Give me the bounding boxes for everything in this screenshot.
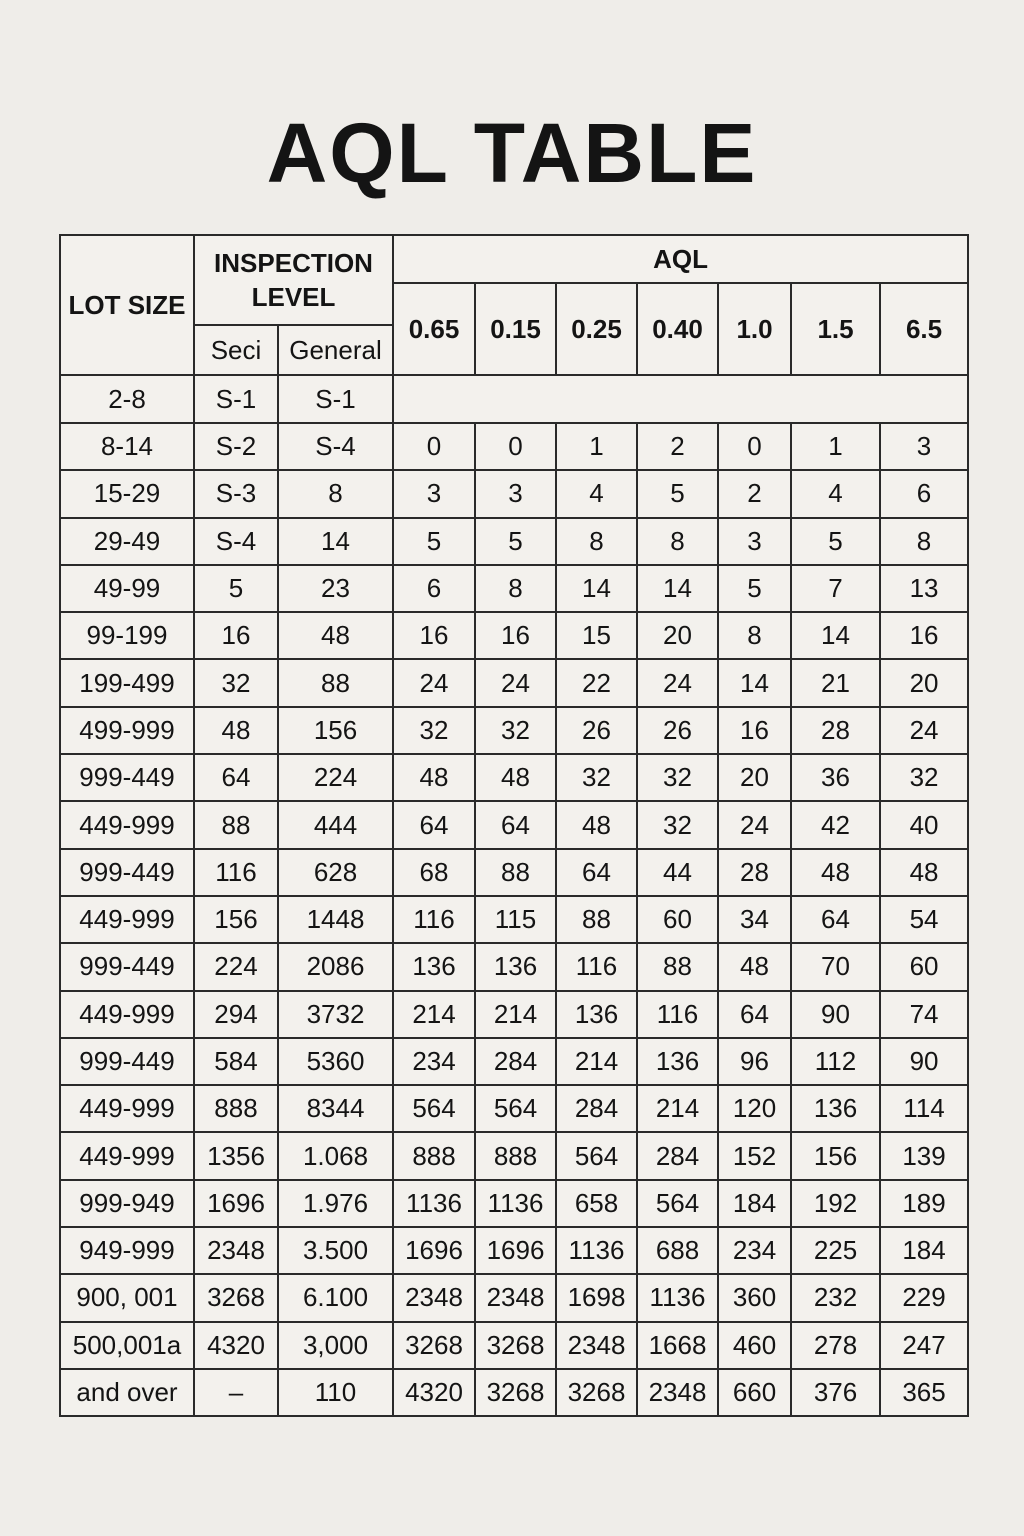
sample-size-cell: 1136 [475,1180,556,1227]
sample-size-cell: 214 [393,991,475,1038]
sample-size-cell: 13 [880,565,968,612]
sample-size-cell: 234 [393,1038,475,1085]
sample-size-cell: 48 [556,801,637,848]
special-level-cell: 32 [194,659,278,706]
sample-size-cell: 1136 [637,1274,718,1321]
sample-size-cell: 48 [393,754,475,801]
sample-size-cell: 247 [880,1322,968,1369]
general-level-cell: 628 [278,849,393,896]
sample-size-cell: 658 [556,1180,637,1227]
sample-size-cell: 284 [556,1085,637,1132]
lot-size-cell: 999-449 [60,943,194,990]
sample-size-cell: 90 [880,1038,968,1085]
aql-level-header: 6.5 [880,283,968,375]
special-level-cell: 224 [194,943,278,990]
general-level-cell: 3,000 [278,1322,393,1369]
table-row [60,991,968,1038]
sample-size-cell: 192 [791,1180,880,1227]
sample-size-cell: 2 [637,423,718,470]
lot-size-cell: 949-999 [60,1227,194,1274]
sample-size-cell: 184 [880,1227,968,1274]
sample-size-cell: 564 [393,1085,475,1132]
lot-size-cell: 999-949 [60,1180,194,1227]
sample-size-cell: 1698 [556,1274,637,1321]
sample-size-cell: 660 [718,1369,791,1416]
sample-size-cell: 564 [475,1085,556,1132]
sample-size-cell: 688 [637,1227,718,1274]
table-row [60,943,968,990]
sample-size-cell: 32 [556,754,637,801]
special-level-cell: S-2 [194,423,278,470]
lot-size-cell: 449-999 [60,1132,194,1179]
lot-size-cell: and over [60,1369,194,1416]
sample-size-cell: 284 [637,1132,718,1179]
sample-size-cell: 4 [556,470,637,517]
sample-size-cell: 376 [791,1369,880,1416]
sample-size-cell: 24 [880,707,968,754]
aql-level-header: 0.40 [637,283,718,375]
general-level-cell: 23 [278,565,393,612]
sample-size-cell: 88 [556,896,637,943]
lot-size-cell: 15-29 [60,470,194,517]
sample-size-cell: 139 [880,1132,968,1179]
special-level-cell: 16 [194,612,278,659]
sample-size-cell: 564 [637,1180,718,1227]
sample-size-cell: 0 [718,423,791,470]
sample-size-cell: 3268 [393,1322,475,1369]
sample-size-cell: 214 [556,1038,637,1085]
aql-level-header: 0.25 [556,283,637,375]
sample-size-cell: 32 [880,754,968,801]
sample-size-cell: 888 [393,1132,475,1179]
special-level-cell: 88 [194,801,278,848]
sample-size-cell: 24 [393,659,475,706]
sample-size-cell: 214 [637,1085,718,1132]
table-row [60,423,968,470]
sample-size-cell: 8 [718,612,791,659]
sample-size-cell: 21 [791,659,880,706]
sample-size-cell: 24 [637,659,718,706]
sample-size-cell: 184 [718,1180,791,1227]
sample-size-cell: 32 [475,707,556,754]
special-level-cell: 156 [194,896,278,943]
general-level-cell: 1.976 [278,1180,393,1227]
sample-size-cell: 16 [880,612,968,659]
lot-size-cell: 449-999 [60,896,194,943]
sample-size-cell: 1668 [637,1322,718,1369]
sample-size-cell: 64 [393,801,475,848]
sample-size-cell: 42 [791,801,880,848]
table-row [60,1132,968,1179]
sample-size-cell: 32 [637,801,718,848]
sample-size-cell: 14 [556,565,637,612]
sample-size-cell: 8 [637,518,718,565]
table-row [60,1180,968,1227]
table-row [60,1085,968,1132]
sample-size-cell: 5 [637,470,718,517]
table-row [60,896,968,943]
aql-level-header: 1.0 [718,283,791,375]
sample-size-cell: 26 [556,707,637,754]
sample-size-cell: 26 [637,707,718,754]
sample-size-cell: 1696 [393,1227,475,1274]
sample-size-cell: 24 [718,801,791,848]
table-row [60,612,968,659]
lot-size-cell: 449-999 [60,801,194,848]
lot-size-cell: 499-999 [60,707,194,754]
sample-size-cell: 20 [880,659,968,706]
sample-size-cell: 34 [718,896,791,943]
general-level-cell: 5360 [278,1038,393,1085]
general-level-cell: 110 [278,1369,393,1416]
sample-size-cell: 156 [791,1132,880,1179]
sample-size-cell: 14 [637,565,718,612]
table-row [60,1369,968,1416]
sample-size-cell: 888 [475,1132,556,1179]
sample-size-cell: 88 [637,943,718,990]
sample-size-cell: 48 [791,849,880,896]
sample-size-cell: 214 [475,991,556,1038]
special-level-cell: 3268 [194,1274,278,1321]
sample-size-cell: 28 [718,849,791,896]
sample-size-cell: 2348 [556,1322,637,1369]
sample-size-cell: 1136 [556,1227,637,1274]
sample-size-cell: 0 [475,423,556,470]
sample-size-cell: 8 [475,565,556,612]
sample-size-cell: 16 [393,612,475,659]
table-row [60,1038,968,1085]
sample-size-cell: 68 [393,849,475,896]
sample-size-cell: 460 [718,1322,791,1369]
lot-size-cell: 29-49 [60,518,194,565]
page-title: AQL TABLE [266,106,758,200]
aql-level-header: 1.5 [791,283,880,375]
aql-level-header: 0.65 [393,283,475,375]
sample-size-cell: 88 [475,849,556,896]
general-level-cell: 48 [278,612,393,659]
sample-size-cell: 112 [791,1038,880,1085]
sample-size-cell: 5 [475,518,556,565]
sample-size-cell: 6 [393,565,475,612]
special-level-cell: S-1 [194,375,278,423]
sample-size-cell: 136 [475,943,556,990]
sample-size-cell: 0 [393,423,475,470]
sample-size-cell: 16 [718,707,791,754]
sample-size-cell: 136 [556,991,637,1038]
sample-size-cell: 120 [718,1085,791,1132]
sample-size-cell: 2348 [393,1274,475,1321]
lot-size-cell: 999-449 [60,849,194,896]
special-level-cell: 1356 [194,1132,278,1179]
sample-size-cell: 2 [718,470,791,517]
inspection-level-header: INSPECTION LEVEL [194,235,393,325]
special-level-cell: – [194,1369,278,1416]
table-row [60,470,968,517]
lot-size-cell: 999-449 [60,1038,194,1085]
sample-size-cell: 115 [475,896,556,943]
sample-size-cell: 96 [718,1038,791,1085]
sample-size-cell: 3268 [475,1369,556,1416]
lot-size-cell: 49-99 [60,565,194,612]
sample-size-cell: 564 [556,1132,637,1179]
sample-size-cell: 114 [880,1085,968,1132]
lot-size-cell: 500,001a [60,1322,194,1369]
sample-size-cell: 229 [880,1274,968,1321]
table-row [60,849,968,896]
sample-size-cell: 64 [475,801,556,848]
sample-size-cell: 64 [718,991,791,1038]
special-level-cell: 48 [194,707,278,754]
sample-size-cell: 3 [718,518,791,565]
sample-size-cell: 32 [393,707,475,754]
sample-size-cell: 60 [880,943,968,990]
sample-size-cell: 28 [791,707,880,754]
sample-size-cell: 4320 [393,1369,475,1416]
special-level-cell: 2348 [194,1227,278,1274]
sample-size-cell: 5 [393,518,475,565]
general-level-cell: 6.100 [278,1274,393,1321]
general-level-cell: 3.500 [278,1227,393,1274]
sample-size-cell: 3 [475,470,556,517]
lot-size-cell: 999-449 [60,754,194,801]
lot-size-cell: 8-14 [60,423,194,470]
special-level-cell: 116 [194,849,278,896]
special-level-cell: 1696 [194,1180,278,1227]
sample-size-cell: 152 [718,1132,791,1179]
general-level-cell: S-4 [278,423,393,470]
table-row [60,1274,968,1321]
table-row [60,707,968,754]
lot-size-cell: 900, 001 [60,1274,194,1321]
lot-size-cell: 2-8 [60,375,194,423]
general-level-cell: 224 [278,754,393,801]
sample-size-cell: 44 [637,849,718,896]
special-level-cell: 888 [194,1085,278,1132]
special-level-cell: 64 [194,754,278,801]
sample-size-cell: 232 [791,1274,880,1321]
lot-size-header: LOT SIZE [60,235,194,375]
general-level-cell: 2086 [278,943,393,990]
sample-size-cell: 16 [475,612,556,659]
sample-size-cell: 7 [791,565,880,612]
table-row [60,754,968,801]
table-row [60,565,968,612]
sample-size-cell: 64 [791,896,880,943]
sample-size-cell: 90 [791,991,880,1038]
aql-level-header: 0.15 [475,283,556,375]
general-level-cell: S-1 [278,375,393,423]
sample-size-cell: 14 [791,612,880,659]
sample-size-cell: 70 [791,943,880,990]
sample-size-cell: 36 [791,754,880,801]
aql-table [59,234,969,1417]
sample-size-cell: 14 [718,659,791,706]
sample-size-cell: 5 [718,565,791,612]
lot-size-cell: 99-199 [60,612,194,659]
sample-size-cell: 74 [880,991,968,1038]
sample-size-cell: 234 [718,1227,791,1274]
sample-size-cell: 278 [791,1322,880,1369]
sample-size-cell: 284 [475,1038,556,1085]
sample-size-cell: 1696 [475,1227,556,1274]
sample-size-cell: 32 [637,754,718,801]
special-level-cell: 5 [194,565,278,612]
sample-size-cell: 136 [791,1085,880,1132]
general-level-cell: 3732 [278,991,393,1038]
general-level-header: General [278,325,393,375]
sample-size-cell: 116 [637,991,718,1038]
sample-size-cell: 3268 [556,1369,637,1416]
general-level-cell: 88 [278,659,393,706]
lot-size-cell: 449-999 [60,1085,194,1132]
special-level-cell: 294 [194,991,278,1038]
table-row [60,1227,968,1274]
lot-size-cell: 199-499 [60,659,194,706]
sample-size-cell: 64 [556,849,637,896]
sample-size-cell: 3 [393,470,475,517]
sample-size-cell: 5 [791,518,880,565]
sample-size-cell: 136 [637,1038,718,1085]
general-level-cell: 444 [278,801,393,848]
sample-size-cell: 4 [791,470,880,517]
general-level-cell: 156 [278,707,393,754]
sample-size-cell: 40 [880,801,968,848]
general-level-cell: 1448 [278,896,393,943]
general-level-cell: 14 [278,518,393,565]
table-row [60,801,968,848]
sample-size-cell: 116 [393,896,475,943]
sample-size-cell: 1136 [393,1180,475,1227]
sample-size-cell: 22 [556,659,637,706]
sample-size-cell: 360 [718,1274,791,1321]
sample-size-cell: 6 [880,470,968,517]
sample-size-cell: 48 [880,849,968,896]
special-level-cell: S-3 [194,470,278,517]
sample-size-cell: 15 [556,612,637,659]
general-level-cell: 1.068 [278,1132,393,1179]
sample-size-cell: 3 [880,423,968,470]
sample-size-cell: 20 [637,612,718,659]
sample-size-cell: 116 [556,943,637,990]
sample-size-cell: 8 [556,518,637,565]
sample-size-cell: 365 [880,1369,968,1416]
special-level-cell: 4320 [194,1322,278,1369]
general-level-cell: 8 [278,470,393,517]
sample-size-cell: 60 [637,896,718,943]
table-row [60,518,968,565]
table-row [60,659,968,706]
special-level-cell: S-4 [194,518,278,565]
lot-size-cell: 449-999 [60,991,194,1038]
sample-size-cell: 2348 [475,1274,556,1321]
sample-size-cell: 136 [393,943,475,990]
sample-size-cell: 1 [791,423,880,470]
aql-header: AQL [393,235,968,283]
sample-size-cell: 48 [718,943,791,990]
special-level-header: Seci [194,325,278,375]
sample-size-cell: 24 [475,659,556,706]
sample-size-cell: 3268 [475,1322,556,1369]
sample-size-cell: 225 [791,1227,880,1274]
sample-size-cell: 189 [880,1180,968,1227]
sample-size-cell: 54 [880,896,968,943]
sample-size-cell: 8 [880,518,968,565]
sample-size-cell: 1 [556,423,637,470]
table-row [60,1322,968,1369]
sample-size-cell: 2348 [637,1369,718,1416]
sample-size-cell: 20 [718,754,791,801]
sample-size-cell: 48 [475,754,556,801]
general-level-cell: 8344 [278,1085,393,1132]
special-level-cell: 584 [194,1038,278,1085]
